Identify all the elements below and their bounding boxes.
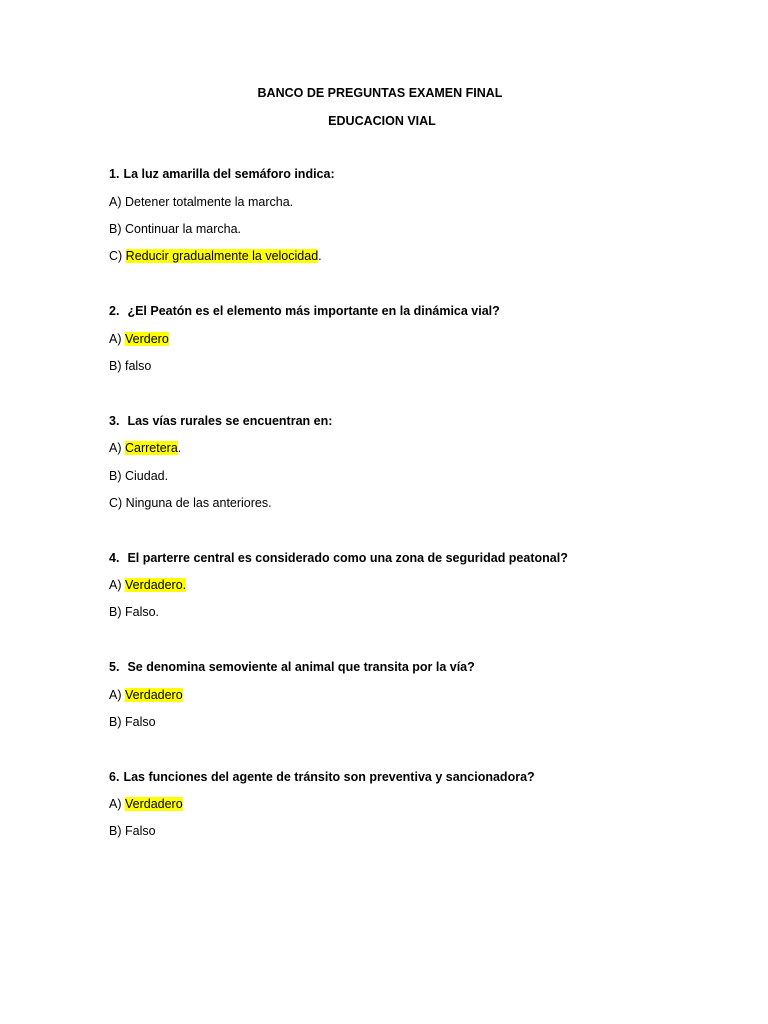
question-6	[109, 769, 535, 785]
highlighted-answer: Verdadero	[124, 797, 183, 811]
option-prefix: B)	[109, 715, 125, 729]
question-text: Las vías rurales se encuentran en:	[127, 414, 333, 428]
option-suffix: .	[318, 249, 322, 263]
option-prefix: C)	[109, 496, 126, 510]
highlighted-answer: Reducir gradualmente la velocidad	[125, 249, 319, 263]
option-1c	[109, 248, 322, 264]
option-prefix: B)	[109, 222, 125, 236]
question-number: 6.	[109, 770, 120, 784]
question-number: 1.	[109, 167, 120, 181]
option-4b	[109, 604, 159, 620]
option-4a	[109, 577, 186, 593]
option-prefix: B)	[109, 824, 125, 838]
document-subtitle: EDUCACION VIAL	[328, 114, 436, 128]
option-text: Detener totalmente la marcha.	[124, 195, 294, 209]
option-prefix: A)	[109, 441, 125, 455]
highlighted-answer: Verdero	[124, 332, 169, 346]
question-text: Las funciones del agente de tránsito son preventiva y sancionadora?	[123, 770, 535, 784]
option-text: Ciudad.	[124, 469, 169, 483]
document-title: BANCO DE PREGUNTAS EXAMEN FINAL	[257, 86, 503, 100]
option-text: Falso	[124, 715, 156, 729]
question-4	[109, 550, 568, 566]
option-prefix: C)	[109, 249, 126, 263]
option-3c	[109, 495, 272, 511]
option-text: Falso	[124, 824, 156, 838]
option-text: falso	[124, 359, 152, 373]
option-prefix: A)	[109, 195, 125, 209]
option-6b	[109, 823, 156, 839]
option-prefix: B)	[109, 469, 125, 483]
option-suffix: .	[177, 441, 182, 455]
highlighted-answer: Verdadero.	[124, 578, 187, 592]
highlighted-answer: Verdadero	[124, 688, 183, 702]
option-prefix: B)	[109, 605, 125, 619]
option-text: Continuar la marcha.	[124, 222, 242, 236]
option-3a	[109, 440, 181, 456]
question-text: La luz amarilla del semáforo indica:	[123, 167, 335, 181]
option-1b	[109, 221, 241, 237]
option-prefix: A)	[109, 797, 125, 811]
option-text: Falso.	[124, 605, 160, 619]
option-prefix: A)	[109, 578, 125, 592]
question-text: Se denomina semoviente al animal que transita por la vía?	[127, 660, 475, 674]
question-number: 2.	[109, 304, 120, 318]
question-1	[109, 166, 335, 182]
question-number: 5.	[109, 660, 120, 674]
option-prefix: A)	[109, 332, 125, 346]
option-1a	[109, 194, 293, 210]
question-3	[109, 413, 332, 429]
question-number: 3.	[109, 414, 120, 428]
option-prefix: A)	[109, 688, 125, 702]
option-3b	[109, 468, 168, 484]
option-2a	[109, 331, 169, 347]
option-prefix: B)	[109, 359, 125, 373]
question-text: ¿El Peatón es el elemento más importante en la dinámica vial?	[127, 304, 500, 318]
question-2	[109, 303, 500, 319]
question-text: El parterre central es considerado como una zona de seguridad peatonal?	[127, 551, 568, 565]
option-2b	[109, 358, 151, 374]
option-text: Ninguna de las anteriores.	[125, 496, 272, 510]
option-5a	[109, 687, 183, 703]
option-5b	[109, 714, 156, 730]
question-5	[109, 659, 475, 675]
option-6a	[109, 796, 183, 812]
highlighted-answer: Carretera	[124, 441, 178, 455]
question-number: 4.	[109, 551, 120, 565]
